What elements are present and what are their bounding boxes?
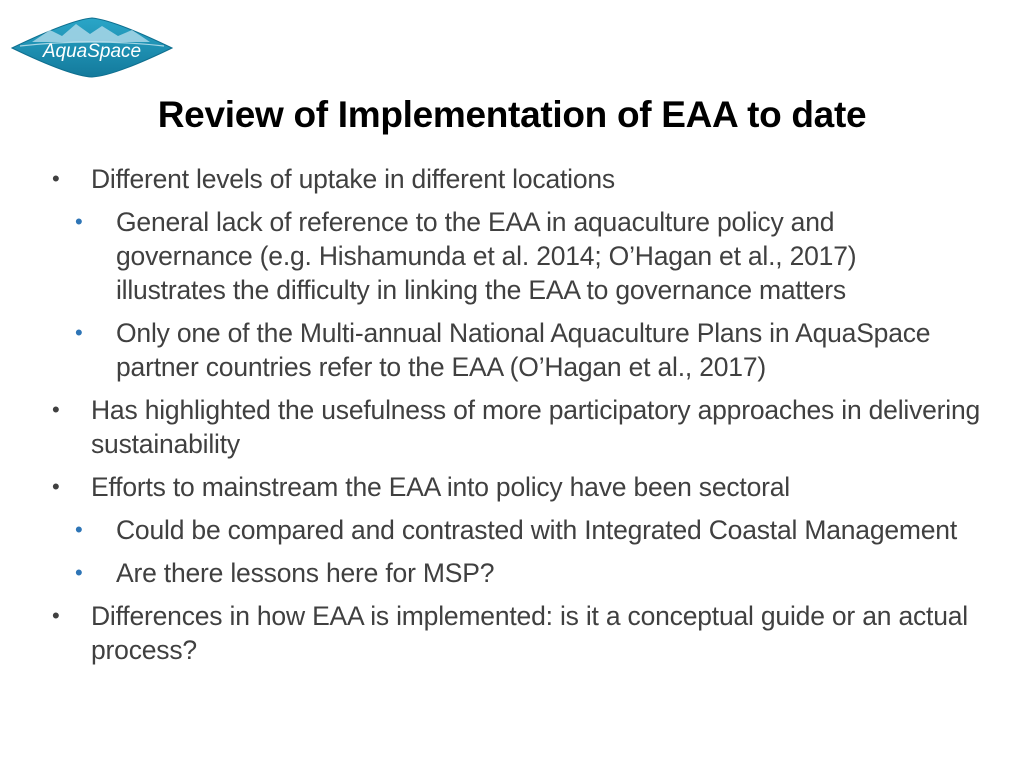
sub-bullet-item <box>0 316 1024 384</box>
bullet-text: Differences in how EAA is implemented: is it a conceptual guide or an actual process? <box>91 601 968 665</box>
sub-bullet-dot-icon: • <box>75 560 83 585</box>
bullet-text: Has highlighted the usefulness of more participatory approaches in delivering sustainability <box>91 395 981 459</box>
sub-bullet-text: Are there lessons here for MSP? <box>116 558 495 588</box>
bullet-item <box>0 599 1024 667</box>
sub-bullet-dot-icon: • <box>75 209 83 234</box>
sub-bullet-dot-icon: • <box>75 320 83 345</box>
bullet-dot-icon: • <box>52 603 60 628</box>
bullet-item <box>0 393 1024 461</box>
bullet-dot-icon: • <box>52 474 60 499</box>
bullet-dot-icon: • <box>52 397 60 422</box>
sub-bullet-dot-icon: • <box>75 517 83 542</box>
bullet-list <box>0 162 1024 667</box>
sub-bullet-text: Could be compared and contrasted with Integrated Coastal Management <box>116 515 958 545</box>
sub-bullet-text: Only one of the Multi-annual National Aquaculture Plans in AquaSpace partner countries refer to the EAA (O’Hagan et al., 2017) <box>116 318 931 382</box>
aquaspace-logo-graphic <box>10 16 174 78</box>
slide-title: Review of Implementation of EAA to date <box>157 94 867 135</box>
logo-text: AquaSpace <box>42 41 142 62</box>
aquaspace-logo <box>10 16 174 78</box>
sub-bullet-item <box>0 205 1024 307</box>
sub-bullet-item <box>0 513 1024 547</box>
bullet-item <box>0 162 1024 196</box>
bullet-text: Different levels of uptake in different locations <box>91 164 615 194</box>
sub-bullet-text: General lack of reference to the EAA in aquaculture policy and governance (e.g. Hishamunda et al. 2014; O’Hagan et al., 2017) illustrates the difficulty in linking the EAA to governance matters <box>116 207 857 305</box>
bullet-item <box>0 470 1024 504</box>
bullet-dot-icon: • <box>52 166 60 191</box>
bullet-text: Efforts to mainstream the EAA into policy have been sectoral <box>91 472 790 502</box>
sub-bullet-item <box>0 556 1024 590</box>
